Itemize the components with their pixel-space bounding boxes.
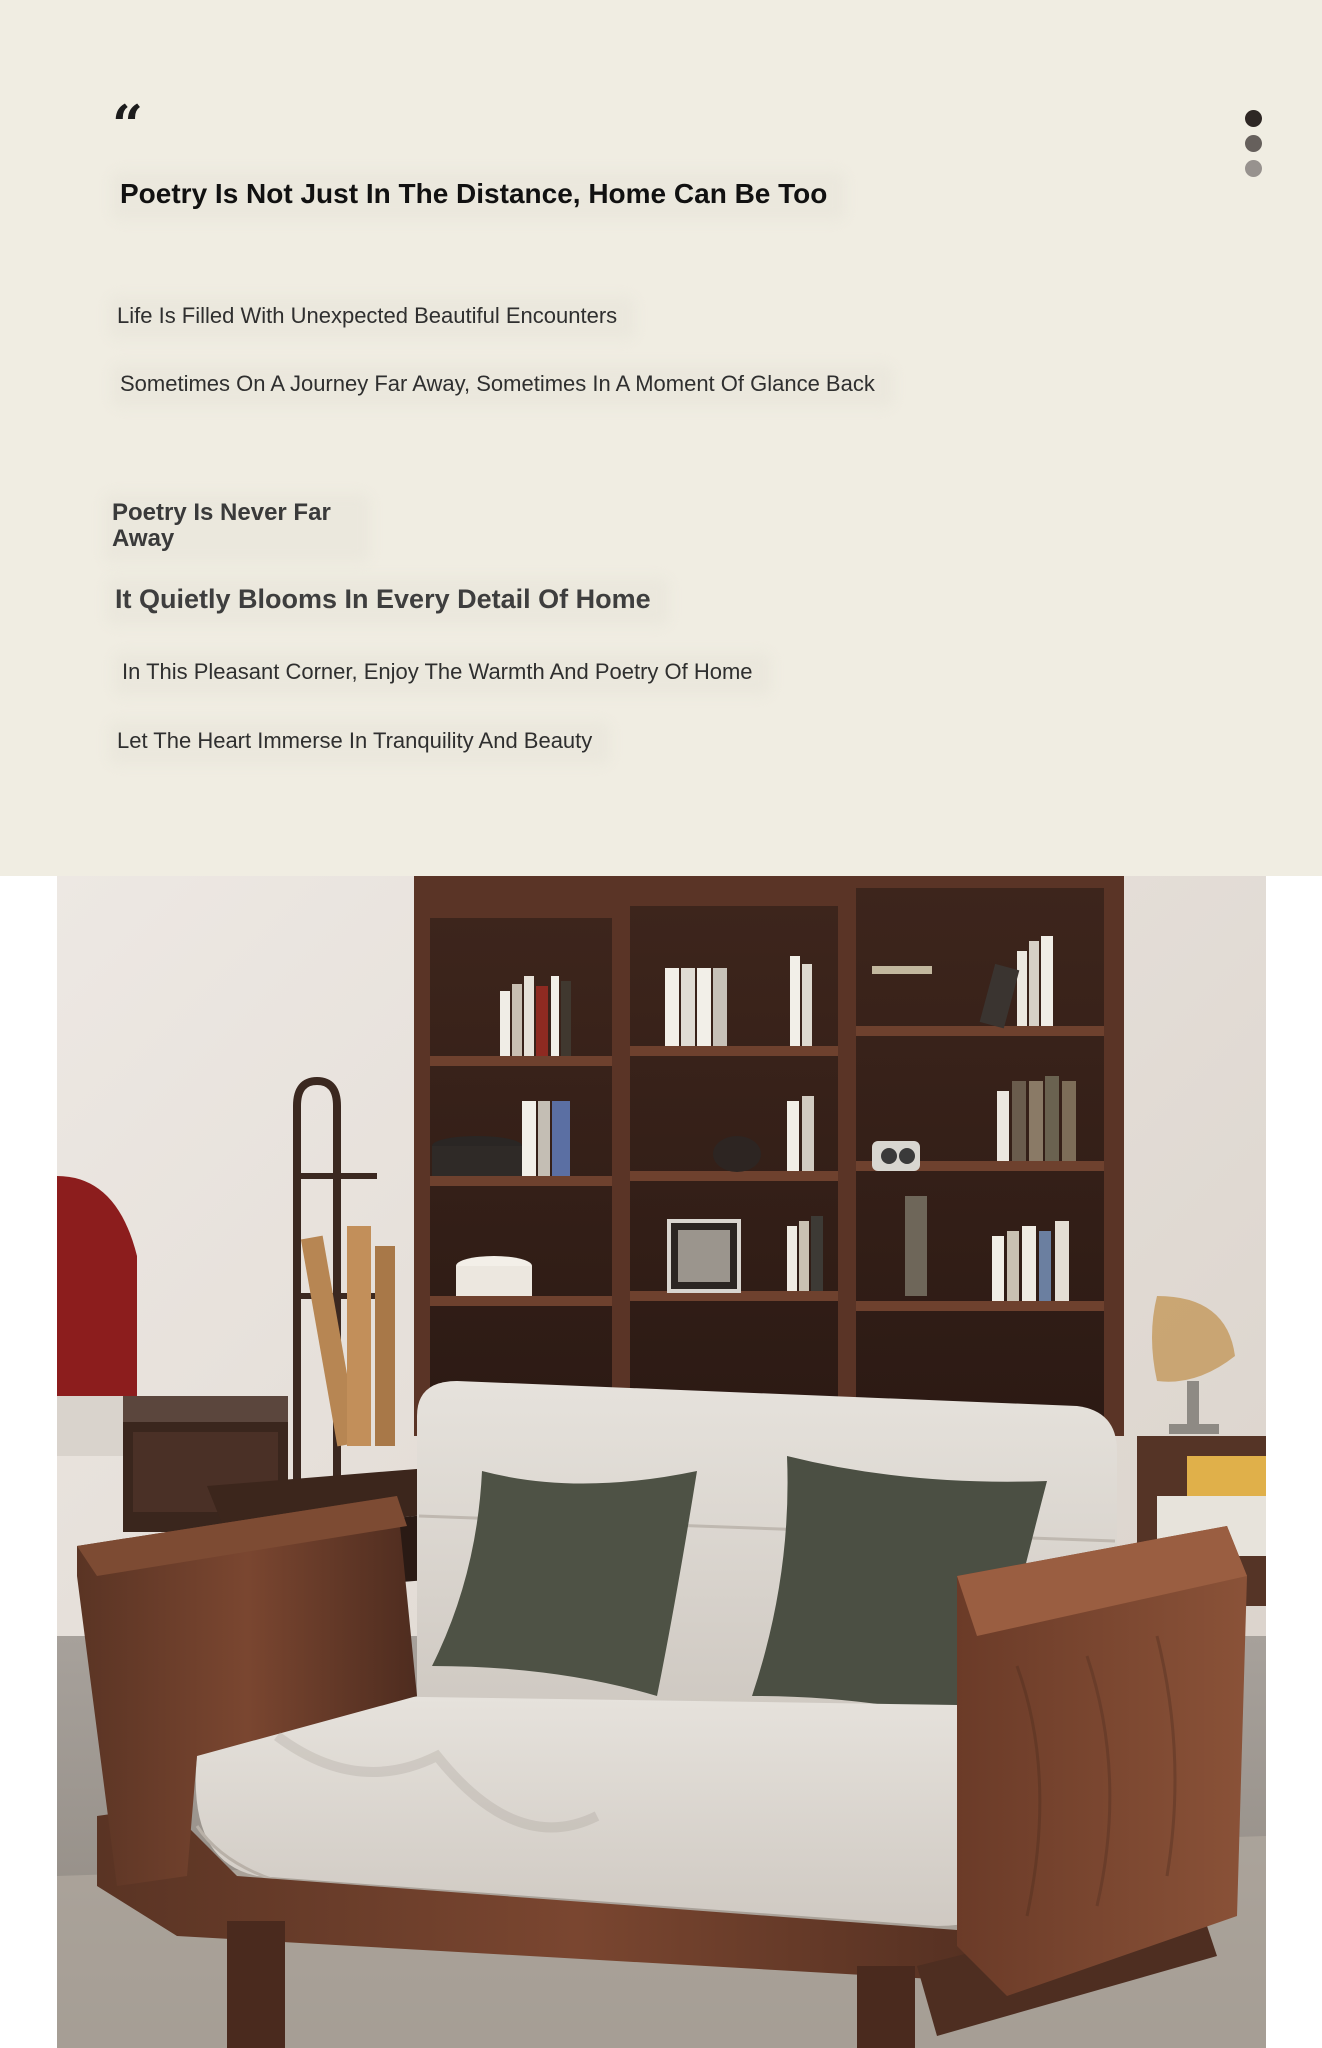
section-line-1 — [122, 659, 753, 685]
section-subtitle-text: Poetry Is Never Far Away — [112, 499, 331, 552]
section-heading — [115, 584, 651, 615]
poetry-text-panel — [0, 0, 1322, 876]
quote-line-2 — [120, 371, 875, 397]
section-subtitle — [112, 500, 352, 552]
pagination-dots — [1245, 110, 1263, 185]
product-photo — [57, 876, 1266, 2048]
section-line-1-text: In This Pleasant Corner, Enjoy The Warmth And Poetry Of Home — [122, 659, 753, 684]
quote-line-1 — [117, 303, 617, 329]
quote-icon: “ — [112, 93, 144, 157]
pagination-dot-2[interactable] — [1245, 135, 1262, 152]
section-line-2-text: Let The Heart Immerse In Tranquility And Beauty — [117, 728, 593, 753]
quote-title-text: Poetry Is Not Just In The Distance, Home Can Be Too — [120, 178, 828, 209]
pagination-dot-3[interactable] — [1245, 160, 1262, 177]
quote-line-1-text: Life Is Filled With Unexpected Beautiful Encounters — [117, 303, 618, 328]
quote-title — [120, 178, 827, 210]
sofa-scene-illustration — [57, 876, 1266, 2048]
section-heading-text: It Quietly Blooms In Every Detail Of Home — [115, 584, 651, 614]
section-line-2 — [117, 728, 592, 754]
pagination-dot-1[interactable] — [1245, 110, 1262, 127]
quote-line-2-text: Sometimes On A Journey Far Away, Sometimes In A Moment Of Glance Back — [120, 371, 875, 396]
